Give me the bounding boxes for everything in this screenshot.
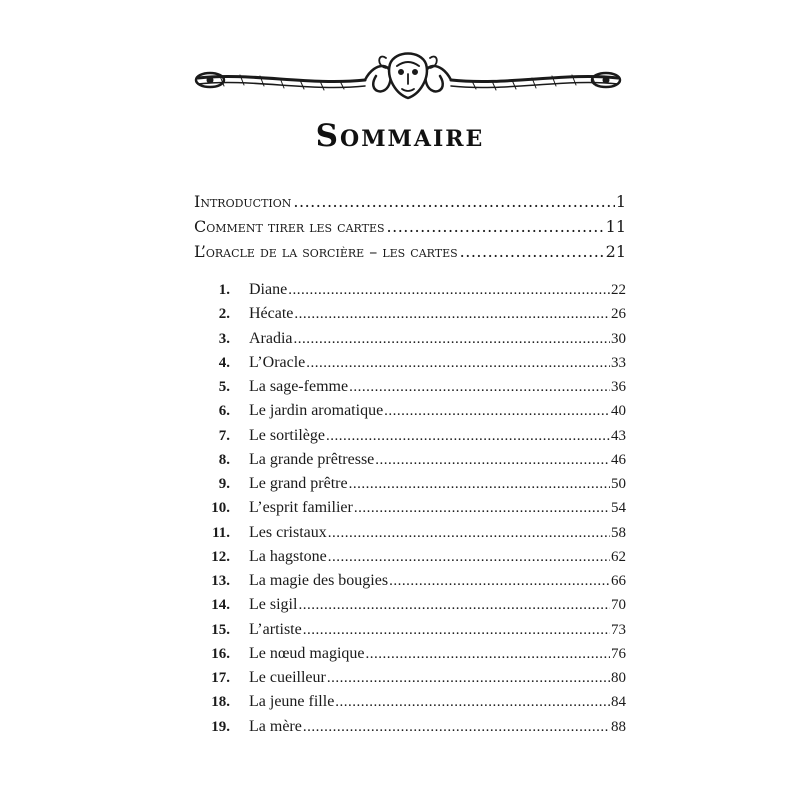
toc-entry-label: Le cueilleur xyxy=(249,669,326,686)
toc-page-number: 62 xyxy=(611,548,626,565)
toc-page-number: 40 xyxy=(611,403,626,420)
toc-entry-number: 8. xyxy=(218,451,230,468)
toc-entry-label: L’esprit familier xyxy=(249,499,353,517)
toc-page-number: 66 xyxy=(611,573,626,589)
table-of-contents xyxy=(194,192,626,742)
toc-entry-number: 14. xyxy=(211,597,230,614)
toc-section-label: Comment tirer les cartes xyxy=(194,217,385,236)
toc-entry-label: La sage-femme xyxy=(249,378,349,395)
toc-entry[interactable] xyxy=(194,548,626,572)
toc-section-label: L’oracle de la sorcière – les cartes xyxy=(194,242,458,261)
dot-leader xyxy=(349,379,610,396)
toc-page-number: 1 xyxy=(615,192,626,211)
toc-entry-number: 19. xyxy=(211,718,230,735)
toc-section-label: Introduction xyxy=(194,192,292,211)
toc-section-comment-tirer[interactable] xyxy=(194,217,626,242)
toc-entry[interactable] xyxy=(194,281,626,305)
toc-entry[interactable] xyxy=(194,354,626,378)
toc-entry-label: L’artiste xyxy=(249,620,302,638)
toc-entry[interactable] xyxy=(194,451,626,475)
dot-leader xyxy=(375,452,610,469)
toc-entry-label: La mère xyxy=(249,717,302,735)
toc-page-number: 26 xyxy=(611,306,626,323)
toc-entry[interactable] xyxy=(194,596,626,620)
toc-page-number: 43 xyxy=(611,427,626,444)
toc-page-number: 58 xyxy=(611,524,626,541)
dot-leader xyxy=(335,694,610,711)
toc-entry-label: Les cristaux xyxy=(249,523,327,541)
dot-leader xyxy=(384,403,610,420)
toc-entry[interactable] xyxy=(194,572,626,596)
toc-entry[interactable] xyxy=(194,645,626,669)
toc-entry-number: 10. xyxy=(211,500,230,517)
toc-entry-number: 13. xyxy=(211,573,230,589)
dot-leader xyxy=(326,428,610,445)
dot-leader xyxy=(294,331,610,348)
page-title: Sommaire xyxy=(315,118,485,154)
dot-leader xyxy=(460,242,605,261)
dot-leader xyxy=(366,646,610,663)
toc-page-number: 70 xyxy=(611,597,626,614)
toc-page-number: 30 xyxy=(611,330,626,347)
dot-leader xyxy=(293,192,614,211)
toc-entry-number: 11. xyxy=(212,524,230,541)
toc-page-number: 73 xyxy=(611,621,626,638)
toc-section-introduction[interactable] xyxy=(194,192,626,217)
toc-page-number: 80 xyxy=(611,670,626,686)
toc-page-number: 50 xyxy=(611,476,626,492)
decorative-header-ornament-icon xyxy=(190,42,626,110)
toc-entry-number: 18. xyxy=(211,694,230,711)
toc-page-number: 54 xyxy=(611,500,626,517)
toc-entry[interactable] xyxy=(194,621,626,645)
toc-entry-number: 5. xyxy=(218,379,230,395)
toc-entry-label: La grande prêtresse xyxy=(249,450,375,468)
toc-entry-number: 16. xyxy=(211,645,230,662)
dot-leader xyxy=(349,476,610,493)
toc-page-number: 36 xyxy=(611,379,626,395)
dot-leader xyxy=(294,306,610,323)
toc-page-number: 76 xyxy=(611,645,626,662)
toc-entry[interactable] xyxy=(194,693,626,717)
toc-entry-number: 3. xyxy=(218,330,230,347)
toc-entry[interactable] xyxy=(194,718,626,742)
toc-entry-number: 1. xyxy=(218,282,230,298)
toc-entry-label: Le grand prêtre xyxy=(249,475,348,492)
dot-leader xyxy=(303,622,610,639)
dot-leader xyxy=(387,217,605,236)
dot-leader xyxy=(328,525,610,542)
toc-entry[interactable] xyxy=(194,669,626,693)
toc-page-number: 46 xyxy=(611,451,626,468)
toc-entry-label: L’Oracle xyxy=(249,353,306,371)
toc-entry-number: 17. xyxy=(211,670,230,686)
toc-entry-label: Diane xyxy=(249,281,288,298)
toc-entry[interactable] xyxy=(194,378,626,402)
dot-leader xyxy=(327,670,610,687)
dot-leader xyxy=(298,597,610,614)
toc-page-number: 11 xyxy=(605,217,626,236)
toc-section-les-cartes[interactable] xyxy=(194,242,626,267)
toc-entry-number: 6. xyxy=(218,403,230,420)
toc-entry-number: 4. xyxy=(218,354,230,371)
toc-entry-number: 12. xyxy=(211,548,230,565)
toc-entry[interactable] xyxy=(194,499,626,523)
toc-entry-number: 7. xyxy=(218,427,230,444)
toc-entry-label: Le jardin aromatique xyxy=(249,402,384,420)
toc-entry-number: 9. xyxy=(218,476,230,492)
toc-entry-label: La hagstone xyxy=(249,547,327,565)
toc-entry-label: La magie des bougies xyxy=(249,572,389,589)
toc-page-number: 33 xyxy=(611,354,626,371)
toc-entry[interactable] xyxy=(194,402,626,426)
toc-page-number: 22 xyxy=(611,282,626,298)
dot-leader xyxy=(354,500,610,517)
toc-entry[interactable] xyxy=(194,330,626,354)
toc-entry-label: Le sigil xyxy=(249,596,298,614)
toc-page-number: 88 xyxy=(611,718,626,735)
toc-entry-label: Le sortilège xyxy=(249,426,325,444)
toc-entry-label: La jeune fille xyxy=(249,693,335,711)
toc-entry[interactable] xyxy=(194,524,626,548)
toc-entry[interactable] xyxy=(194,475,626,499)
dot-leader xyxy=(306,355,610,372)
toc-entry[interactable] xyxy=(194,427,626,451)
toc-entry[interactable] xyxy=(194,305,626,329)
toc-page-number: 84 xyxy=(611,694,626,711)
toc-entry-label: Hécate xyxy=(249,305,294,323)
toc-entry-number: 2. xyxy=(218,306,230,323)
dot-leader xyxy=(288,282,610,299)
dot-leader xyxy=(328,549,610,566)
dot-leader xyxy=(303,719,610,736)
toc-entry-label: Aradia xyxy=(249,329,293,347)
toc-entry-label: Le nœud magique xyxy=(249,644,365,662)
toc-page-number: 21 xyxy=(605,242,626,261)
toc-entry-number: 15. xyxy=(211,621,230,638)
dot-leader xyxy=(389,573,610,590)
